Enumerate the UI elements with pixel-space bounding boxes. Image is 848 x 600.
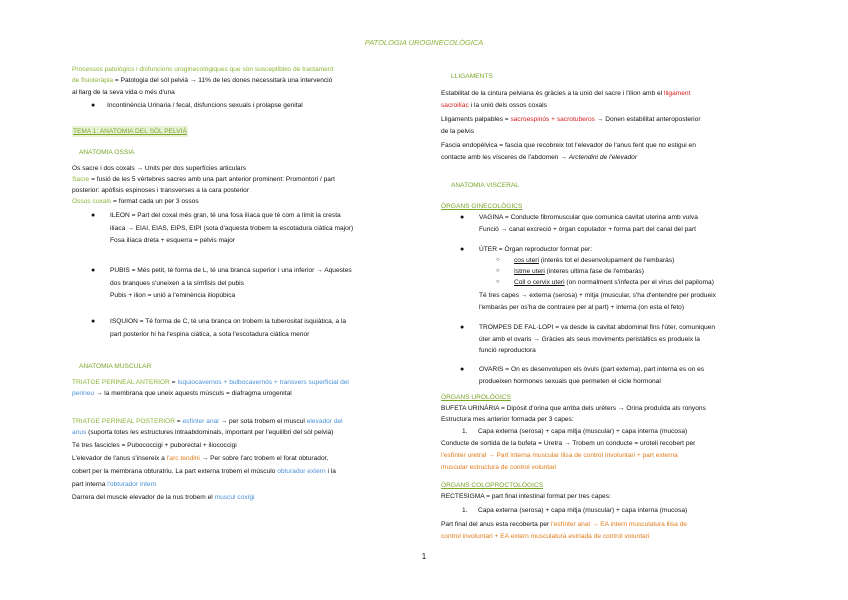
- ossia-line-2: Sacre = fusió de les 5 vèrtebres sacres amb una part anterior prominent: Promontori / part: [72, 176, 335, 183]
- circle-bullet: ○: [496, 279, 500, 285]
- section-lligaments: LLIGAMENTS: [451, 73, 493, 80]
- lligaments-line-4: de la pelvis: [441, 128, 474, 135]
- bullet-dot: ●: [91, 102, 96, 109]
- bufeta-line-1: BUFETA URINÀRIA = Dipòsit d'orina que arriba dels urèters → Orina produïda als ronyons: [441, 405, 706, 412]
- bullet-dot: ●: [460, 324, 465, 331]
- anterior-line-1: TRIATGE PERINEAL ANTERIOR = Isquiocavernos + bulbocavernós + transvers superficial del: [72, 379, 349, 386]
- intro-line-2: de fisioteràpia = Patologia del sòl pelvià → 11% de les dones necessitarà una intervenció: [72, 77, 333, 84]
- bufeta-line-6: muscular estructura de control voluntari: [441, 464, 557, 471]
- posterior-line-7: Darrera del muscle elevador de la nus trobem el muscul coxígi: [72, 494, 255, 501]
- section-anatomia-ossia: ANATOMIA OSSIA: [79, 149, 135, 156]
- bufeta-line-2: Estructura mes anterior formada per 3 capes:: [441, 416, 574, 423]
- rectesigma-line-3: Part final del anus esta recoberta per l'esfínter anal → EA intern musculatura llisa de: [441, 521, 688, 528]
- bullet-dot: ●: [91, 318, 96, 325]
- lligaments-line-6: contacte amb les vísceres de l'abdomen → Arctendini de l'elevador: [441, 154, 638, 161]
- page-title: PATOLOGIA UROGINECOLÒGICA: [364, 38, 484, 47]
- circle-bullet: ○: [496, 257, 500, 263]
- intro-line-1: Processos patològics i disfuncions uroginecològiques que són susceptibles de tractament: [72, 66, 334, 73]
- bufeta-line-5: l'esfínter uretral → Part interna muscular llisa de control involuntari + part externa: [441, 452, 678, 459]
- anterior-line-2: perineu → la membrana que uneix aquests músculs = diafragma urogenital: [72, 390, 292, 397]
- organs-urologics-heading: ÒRGANS UROLÒGICS: [441, 394, 511, 401]
- lligaments-line-1: Estabilitat de la cintura pelviana és gràcies a la unió del sacre i l'ilion amb el lligament: [441, 90, 691, 97]
- posterior-line-1: TRIATGE PERINEAL POSTERIOR = esfínter anal → per sota trobem el muscul elevador del: [72, 418, 343, 425]
- tema-heading: TEMA 1: ANATOMIA DEL SÒL PELVIÀ: [72, 126, 408, 137]
- organs-coloproctologics-heading: ÒRGANS COLOPROCTOLÒGICS: [441, 482, 544, 489]
- bullet-dot: ●: [460, 214, 465, 221]
- rectesigma-line-4: control involuntari + EA extern musculatura estriada de control voluntari: [441, 533, 650, 540]
- intro-line-3: al llarg de la seva vida o més d'una: [72, 89, 175, 96]
- circle-bullet: ○: [496, 268, 500, 274]
- page-number: 1: [421, 552, 427, 561]
- section-anatomia-visceral: ANATOMIA VISCERAL: [451, 182, 519, 189]
- posterior-line-4: L'elevador de l'anus s'insereix a l'arc tendini → Per sobre l'arc trobem el forat obturador,: [72, 455, 329, 462]
- posterior-line-3: Té tres fascicles = Pubococcigi + puborectal + iliococcigi: [72, 442, 237, 449]
- bullet-dot: ●: [460, 366, 465, 373]
- posterior-line-5: cobert per la membrana obturatriu. La part externa trobem el músculo obturador extern i la: [72, 468, 336, 475]
- lligaments-line-5: Fascia endopèlvica = fascia que recobreix tot l'elevador de l'anus fent que no estigui en: [441, 142, 696, 149]
- organs-ginecologics-heading: ÒRGANS GINECOLÒGICS: [441, 203, 523, 210]
- posterior-line-6: part interna l'obturador intern: [72, 481, 157, 488]
- bullet-dot: ●: [91, 267, 96, 274]
- rectesigma-line-1: RECTESIGMA = part final intestinal format per tres capes:: [441, 493, 611, 500]
- posterior-line-2: anus (suporta totes les estructures intraabdominals, important per l'equilibri del sòl pelvià): [72, 429, 334, 436]
- bullet-dot: ●: [91, 212, 96, 219]
- ossia-line-4: Ossos coxals = format cada un per 3 ossos: [72, 198, 199, 205]
- ossia-line-3: posterior: apòfisis espinoses i transverses a la cara posterior: [72, 187, 250, 194]
- bullet-dot: ●: [460, 246, 465, 253]
- section-anatomia-muscular: ANATOMIA MUSCULAR: [79, 363, 152, 370]
- lligaments-line-2: sacroilíac i la unió dels ossos coxals: [441, 102, 547, 109]
- lligaments-line-3: Lligaments palpables = sacroespinós + sacrotuberos → Donen estabilitat anteroposterior: [441, 116, 701, 123]
- bufeta-line-4: Conducte de sortida de la bufeta = Uretra → Trobem un conducte = uroteli recobert per: [441, 440, 696, 447]
- ossia-line-1: Os sacre i dos coxals → Units per dos superfícies articulars: [72, 165, 247, 172]
